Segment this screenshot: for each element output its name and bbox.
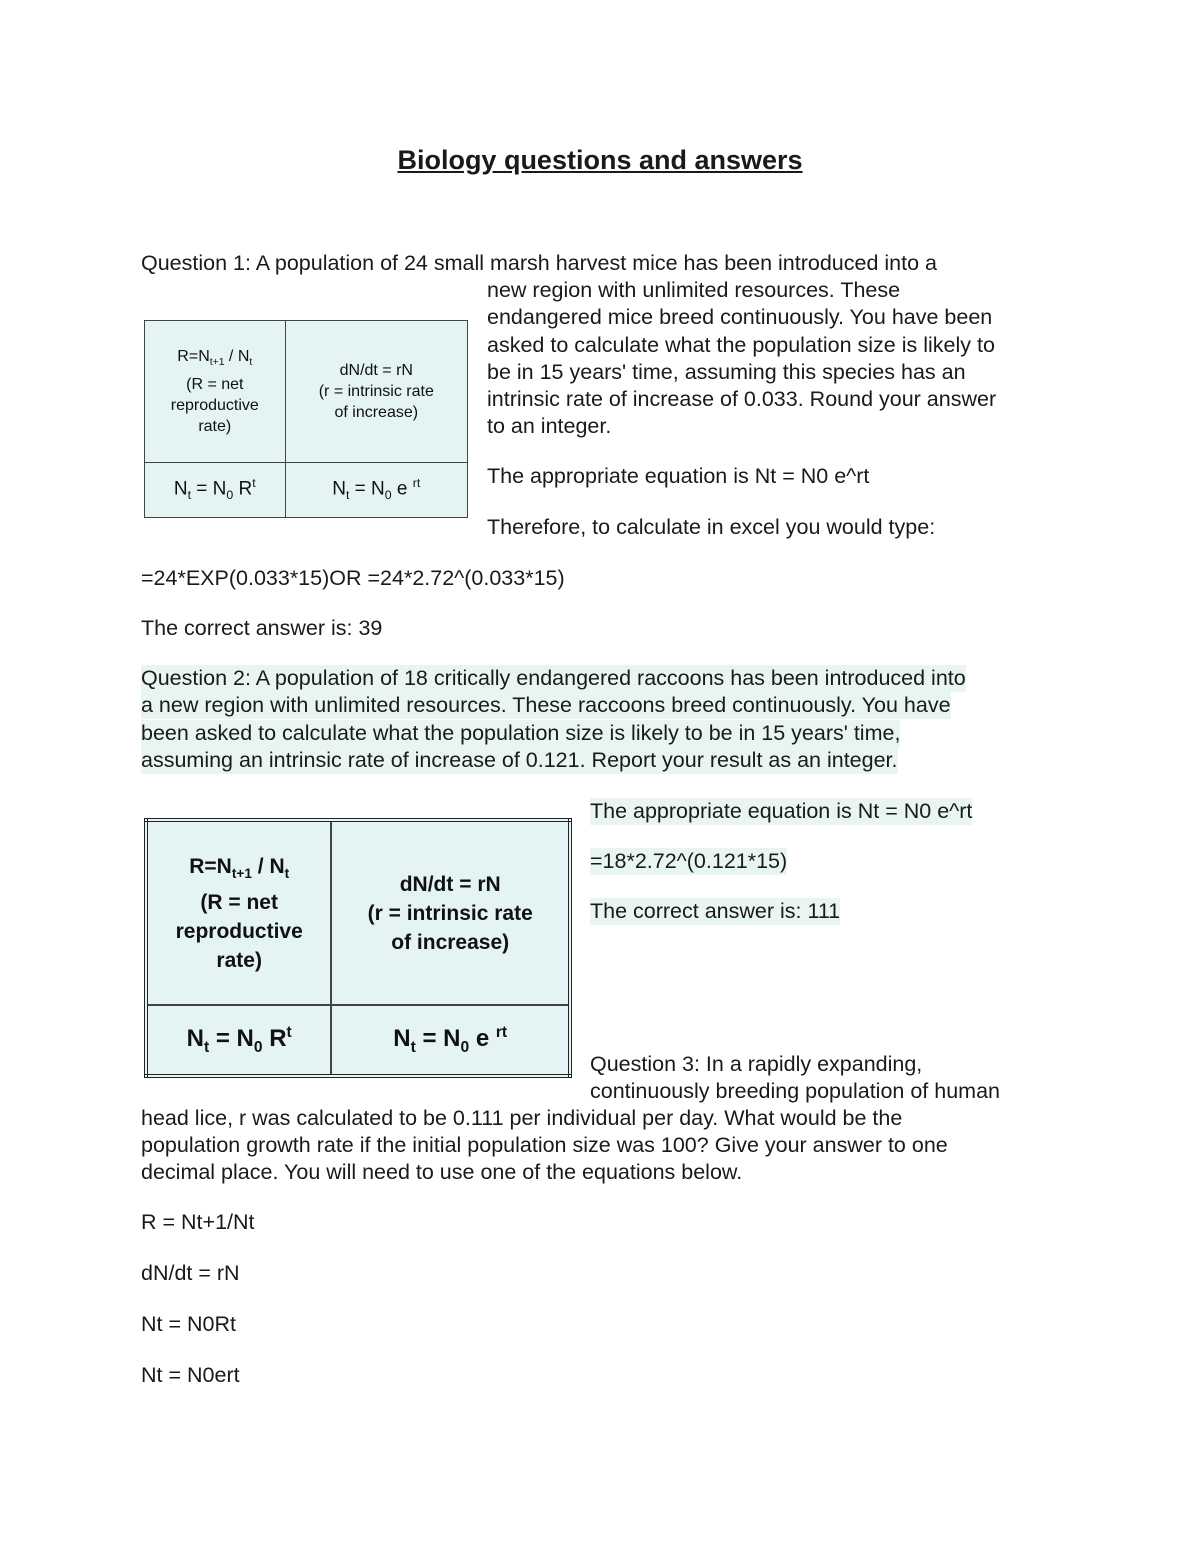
continuous-growth-equation: $N_t = N_0$ e $^{rt}$ [285,462,467,517]
r-definition: (R = net [186,375,244,393]
q3-line-3: head lice, r was calculated to be 0.111 per individual per day. What would be the [141,1106,903,1130]
page-title: Biology questions and answers [397,145,803,175]
r-formula: $R=N_{t+1} / N_t$ [177,348,253,369]
q1-formula: =24*EXP(0.033*15)OR =24*2.72^(0.033*15) [141,566,565,590]
net-reproductive-rate-cell [146,820,331,1005]
q1-line-3: endangered mice breed continuously. You have been [487,305,993,329]
intrinsic-rate-cell [285,321,467,463]
q3-line-2: continuously breeding population of human [590,1079,1000,1103]
r-definition: (R = net [200,890,278,914]
net-reproductive-rate-cell [145,321,286,463]
q2-line-1: Question 2: A population of 18 critically endangered raccoons has been introduced into [141,666,966,690]
q2-equation: The appropriate equation is Nt = N0 e^rt [590,799,973,823]
r-small-definition-2: of increase) [391,930,510,954]
discrete-growth-equation: $N_t = N_0$ $R^t$ [145,462,286,517]
q2-line-3: been asked to calculate what the population size is likely to be in 15 years' time, [141,721,901,745]
q3-equation-3: Nt = N0Rt [141,1312,236,1336]
q1-answer: The correct answer is: 39 [141,616,383,640]
q2-line-4: assuming an intrinsic rate of increase of 0.121. Report your result as an integer. [141,748,898,772]
continuous-growth-equation: $N_t = N_0$ e $^{rt}$ [331,1005,570,1076]
q3-equation-4: Nt = N0ert [141,1363,240,1387]
q2-formula: =18*2.72^(0.121*15) [590,849,788,873]
dndt-formula: dN/dt = rN [399,872,501,896]
equation-table-large [144,818,572,1078]
discrete-growth-equation: $N_t = N_0$ $R^t$ [146,1005,331,1076]
q3-line-4: population growth rate if the initial population size was 100? Give your answer to one [141,1133,948,1157]
r-definition-2: reproductive [170,396,259,414]
q1-line-4: asked to calculate what the population size is likely to [487,333,995,357]
q1-line-5: be in 15 years' time, assuming this species has an [487,360,966,384]
q1-line-2: new region with unlimited resources. These [487,278,901,302]
q1-line-7: to an integer. [487,414,612,438]
q1-line-6: intrinsic rate of increase of 0.033. Round your answer [487,387,997,411]
q1-equation: The appropriate equation is Nt = N0 e^rt [487,464,870,488]
q3-equation-2: dN/dt = rN [141,1261,240,1285]
r-definition-3: rate) [198,417,232,435]
r-definition-2: reproductive [175,919,303,943]
q3-line-5: decimal place. You will need to use one of the equations below. [141,1160,743,1184]
intrinsic-rate-cell [331,820,570,1005]
r-definition-3: rate) [216,948,262,972]
r-small-definition: (r = intrinsic rate [318,382,434,400]
dndt-formula: dN/dt = rN [339,361,413,379]
r-formula: $R=N_{t+1} / N_t$ [189,854,290,881]
q2-line-2: a new region with unlimited resources. These raccoons breed continuously. You have [141,693,951,717]
q1-line-1: Question 1: A population of 24 small marsh harvest mice has been introduced into a [141,251,937,275]
equation-table-small [144,320,468,518]
r-small-definition: (r = intrinsic rate [367,901,533,925]
q3-line-1: Question 3: In a rapidly expanding, [590,1052,923,1076]
q3-equation-1: R = Nt+1/Nt [141,1210,255,1234]
q1-excel-intro: Therefore, to calculate in excel you would type: [487,515,936,539]
r-small-definition-2: of increase) [334,403,419,421]
q2-answer: The correct answer is: 111 [590,899,841,923]
